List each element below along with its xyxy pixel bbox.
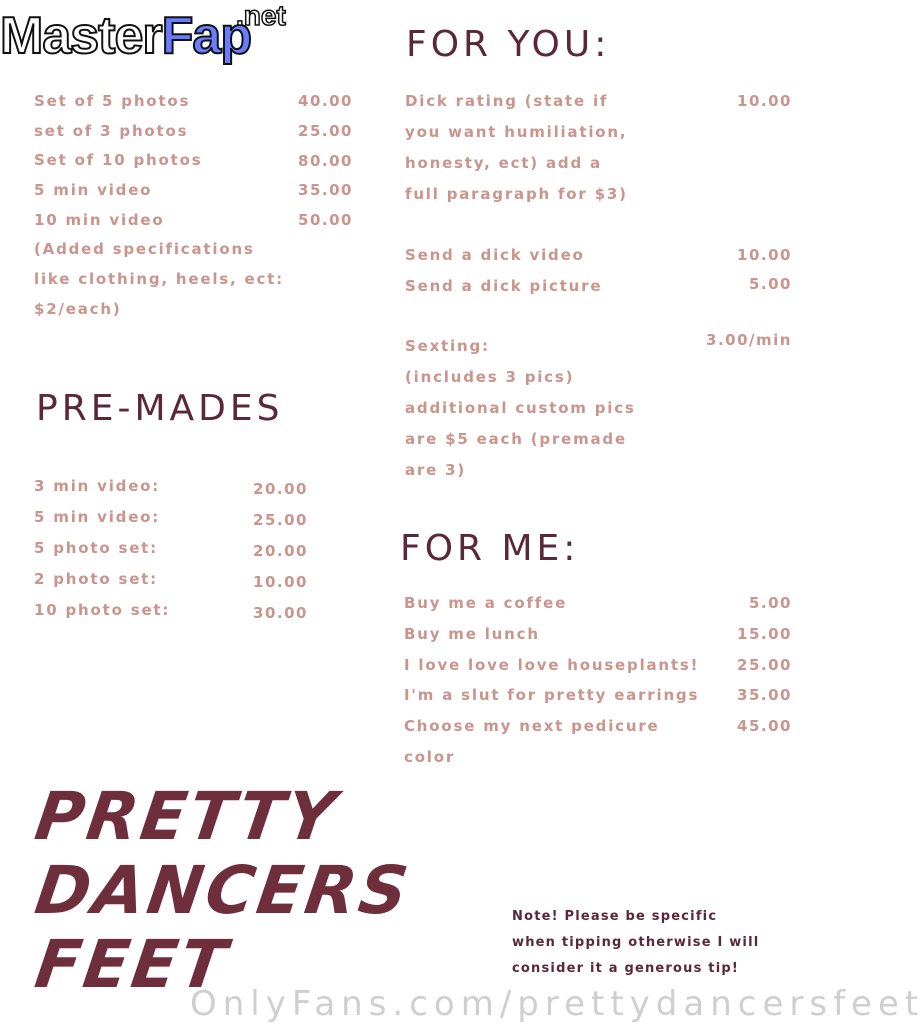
for-me-title: FOR ME:: [400, 528, 580, 569]
tip-item-label: Buy me lunch: [404, 625, 540, 643]
premade-item-label: 5 min video:: [34, 508, 161, 526]
watermark-suffix: .net: [236, 0, 286, 31]
dick-video-price: 10.00: [737, 246, 792, 264]
premade-item-label: 5 photo set:: [34, 539, 158, 557]
tip-item-label-continuation: color: [404, 748, 456, 766]
menu-note-line: $2/each): [34, 300, 122, 318]
premade-item-price: 30.00: [253, 604, 308, 622]
premade-item-price: 10.00: [253, 573, 308, 591]
bottom-url-text: OnlyFans.com/prettydancersfeet: [190, 984, 924, 1024]
menu-item-label: 10 min video: [34, 211, 165, 229]
tip-note-line: when tipping otherwise I will: [512, 935, 760, 950]
watermark-text: [0, 6, 251, 66]
watermark-main: Master: [0, 7, 162, 65]
tip-note-line: consider it a generous tip!: [512, 961, 740, 976]
tip-item-price: 5.00: [748, 594, 792, 612]
menu-item-price: 35.00: [298, 181, 353, 199]
for-you-title: FOR YOU:: [406, 24, 611, 65]
premade-item-price: 20.00: [253, 542, 308, 560]
dick-rating-line: full paragraph for $3): [405, 185, 628, 203]
premade-item-price: 25.00: [253, 511, 308, 529]
menu-item-price: 25.00: [298, 122, 353, 140]
tip-item-price: 35.00: [737, 686, 792, 704]
sexting-price: 3.00/min: [706, 331, 792, 349]
tip-note-line: Note! Please be specific: [512, 909, 718, 924]
brand-line-1: PRETTY: [30, 778, 344, 855]
tip-item-price: 25.00: [737, 656, 792, 674]
tip-item-price: 45.00: [737, 717, 792, 735]
menu-item-price: 80.00: [298, 152, 353, 170]
menu-item-label: 5 min video: [34, 181, 153, 199]
dick-rating-line: Dick rating (state if: [405, 92, 609, 110]
sexting-line: (includes 3 pics): [405, 368, 575, 386]
premade-item-price: 20.00: [253, 480, 308, 498]
premade-item-label: 3 min video:: [34, 477, 161, 495]
dick-rating-price: 10.00: [737, 92, 792, 110]
tip-item-label: Buy me a coffee: [404, 594, 568, 612]
dick-video-label: Send a dick video: [405, 246, 585, 264]
sexting-line: Sexting:: [405, 337, 490, 355]
premade-item-label: 10 photo set:: [34, 601, 171, 619]
menu-item-label: Set of 10 photos: [34, 151, 203, 169]
menu-item-label: Set of 5 photos: [34, 92, 191, 110]
tip-item-price: 15.00: [737, 625, 792, 643]
brand-line-2: DANCERS: [30, 852, 416, 929]
sexting-line: are $5 each (premade: [405, 430, 627, 448]
sexting-line: additional custom pics: [405, 399, 636, 417]
tip-item-label: I love love love houseplants!: [404, 656, 700, 674]
dick-picture-label: Send a dick picture: [405, 277, 603, 295]
tip-item-label: I'm a slut for pretty earrings: [404, 686, 700, 704]
sexting-line: are 3): [405, 461, 467, 479]
menu-item-price: 50.00: [298, 211, 353, 229]
dick-rating-line: you want humiliation,: [405, 123, 628, 141]
menu-note-line: like clothing, heels, ect:: [34, 270, 284, 288]
menu-item-price: 40.00: [298, 92, 353, 110]
brand-line-3: FEET: [30, 926, 234, 1003]
premades-title: PRE-MADES: [36, 388, 284, 429]
dick-picture-price: 5.00: [748, 275, 792, 293]
menu-item-label: set of 3 photos: [34, 122, 189, 140]
tip-item-label: Choose my next pedicure: [404, 717, 660, 735]
watermark-accent: Fap: [161, 7, 252, 65]
menu-note-line: (Added specifications: [34, 240, 255, 258]
dick-rating-line: honesty, ect) add a: [405, 154, 602, 172]
premade-item-label: 2 photo set:: [34, 570, 158, 588]
